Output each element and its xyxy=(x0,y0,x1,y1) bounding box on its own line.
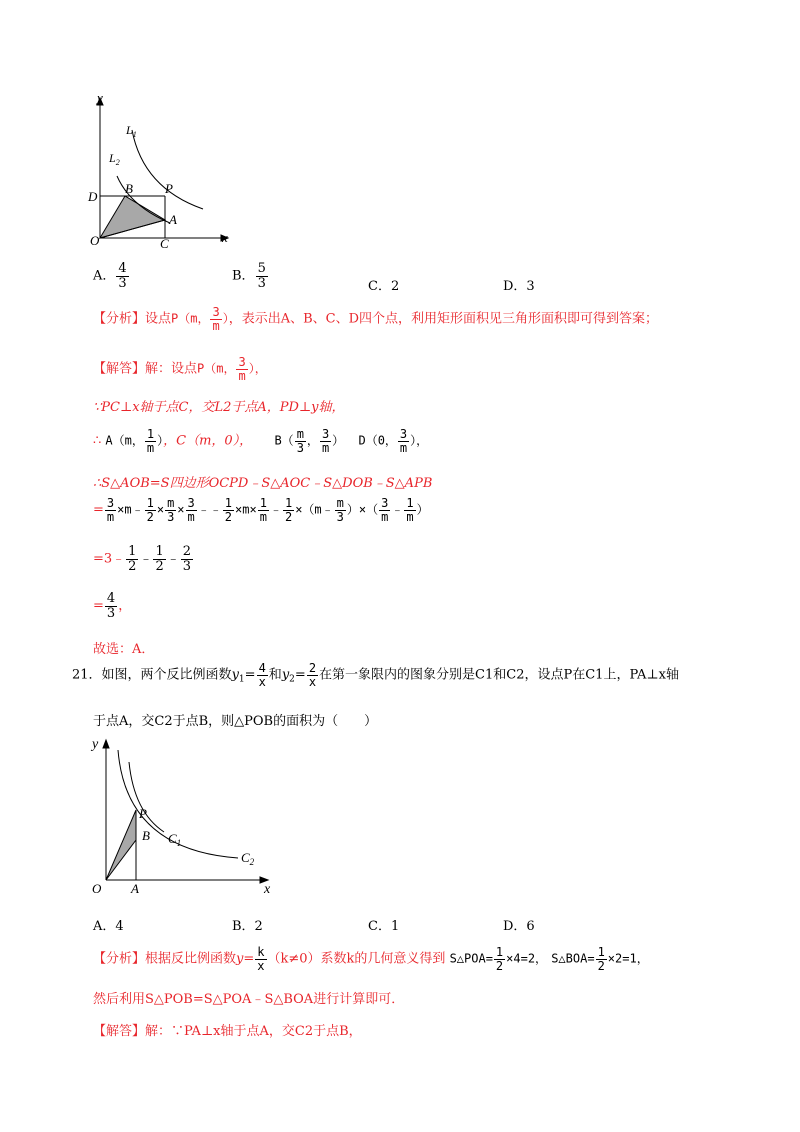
analysis-1: 【分析】设点P（m， $\frac{3}{m}$ ），表示出A、B、C、D四个点，利用矩形面积见三角形面积即可得到答案； xyxy=(93,305,659,333)
q20-option-A xyxy=(93,262,130,290)
solution-1-line-4: ∴S△AOB=S四边形OCPD﹣S△AOC﹣S△DOB﹣S△APB xyxy=(93,476,433,491)
fig1-label-L2: $L_2$ xyxy=(109,151,120,167)
triangle-AOB xyxy=(100,196,165,238)
fig1-label-x: x xyxy=(222,230,228,245)
fig2-label-P: P xyxy=(139,806,147,821)
solution-1-answer: 故选：A． xyxy=(93,642,155,657)
figure-2 xyxy=(88,732,278,900)
solution-1-line-5: = $\frac{3}{m}$ ×m﹣ $\frac{1}{2}$ × $\frac{m}{3}$ × $\frac{3}{m}$ ﹣﹣ $\frac{1}{2}$ ×m× $\frac{1}{m}$ ﹣ $\frac{1}{2}$ ×（m﹣ $\frac{m}{3}$ ）×（ $\frac{3}{m}$ ﹣ $\frac{1}{m}$ ） xyxy=(93,496,429,524)
q21-stem-line-1: 21．如图，两个反比例函数$y_1=$ $\frac{4}{x}$ 和$y_2=$ $\frac{2}{x}$ 在第一象限内的图象分别是C1和C2，设点P在C1上，PA⊥x轴 xyxy=(72,661,679,689)
q21-stem-line-2: 于点A，交C2于点B，则△POB的面积为（ ） xyxy=(93,714,378,729)
q21-option-C: C．1 xyxy=(368,919,400,934)
fig1-label-y: y xyxy=(97,90,103,105)
q20-option-B xyxy=(232,262,269,290)
solution-1-line-7: = $\frac{4}{3}$ ， xyxy=(93,591,132,621)
fig1-label-P: P xyxy=(165,181,173,196)
fig2-label-y: y xyxy=(92,737,99,752)
fig2-label-A: A xyxy=(131,881,139,896)
analysis-2-line-2: 然后利用S△POB=S△POA﹣S△BOA进行计算即可． xyxy=(93,992,405,1007)
q21-option-A: A．4 xyxy=(93,919,124,934)
q20-option-D: D．3 xyxy=(503,279,535,294)
q21-option-D: D．6 xyxy=(503,919,535,934)
analysis-2-line-1: 【分析】根据反比例函数y= $\frac{k}{x}$ （k≠0）系数k的几何意义得到 S△POA= $\frac{1}{2}$ ×4=2， S△BOA= $\frac{1}{2}$ ×2=1， xyxy=(93,945,649,973)
q20-option-C: C．2 xyxy=(368,279,400,294)
fig2-label-O: O xyxy=(92,881,102,896)
solution-1-line-6: =3﹣ $\frac{1}{2}$ ﹣ $\frac{1}{2}$ ﹣ $\frac{2}{3}$ xyxy=(93,544,192,574)
fig2-label-C1: $C_1$ xyxy=(168,831,182,848)
fig1-label-B: B xyxy=(125,181,133,196)
option-B-label: B． xyxy=(232,268,255,284)
fig1-label-L1: $L_1$ xyxy=(126,123,137,139)
option-B-fraction: $\frac{5}{3}$ xyxy=(257,261,266,291)
fig2-label-C2: $C_2$ xyxy=(241,850,255,867)
fig1-label-O: O xyxy=(90,233,100,248)
fig1-label-C: C xyxy=(160,236,169,248)
figure-1 xyxy=(85,88,235,248)
fig1-label-A: A xyxy=(169,212,177,227)
fig2-label-B: B xyxy=(142,828,150,843)
fig2-label-x: x xyxy=(264,882,271,897)
solution-2-line-1: 【解答】解：∵PA⊥x轴于点A，交C2于点B， xyxy=(93,1024,362,1039)
fig1-label-D: D xyxy=(88,189,98,204)
option-A-fraction: $\frac{4}{3}$ xyxy=(118,261,127,291)
q21-option-B: B．2 xyxy=(232,919,263,934)
solution-1-line-2: ∵PC⊥x轴于点C，交L2于点A，PD⊥y轴， xyxy=(93,400,345,415)
solution-1-line-1: 【解答】解：设点P（m， $\frac{3}{m}$ ）， xyxy=(93,355,267,383)
solution-1-line-3: ∴ A（m， $\frac{1}{m}$ ），C（m，0）， B（ $\frac{m}{3}$ ， $\frac{3}{m}$ ） D（0， $\frac{3}{m}$ ）， xyxy=(93,427,429,455)
curve-L1 xyxy=(132,130,203,209)
triangle-POB xyxy=(106,810,136,880)
option-A-label: A． xyxy=(93,268,116,284)
